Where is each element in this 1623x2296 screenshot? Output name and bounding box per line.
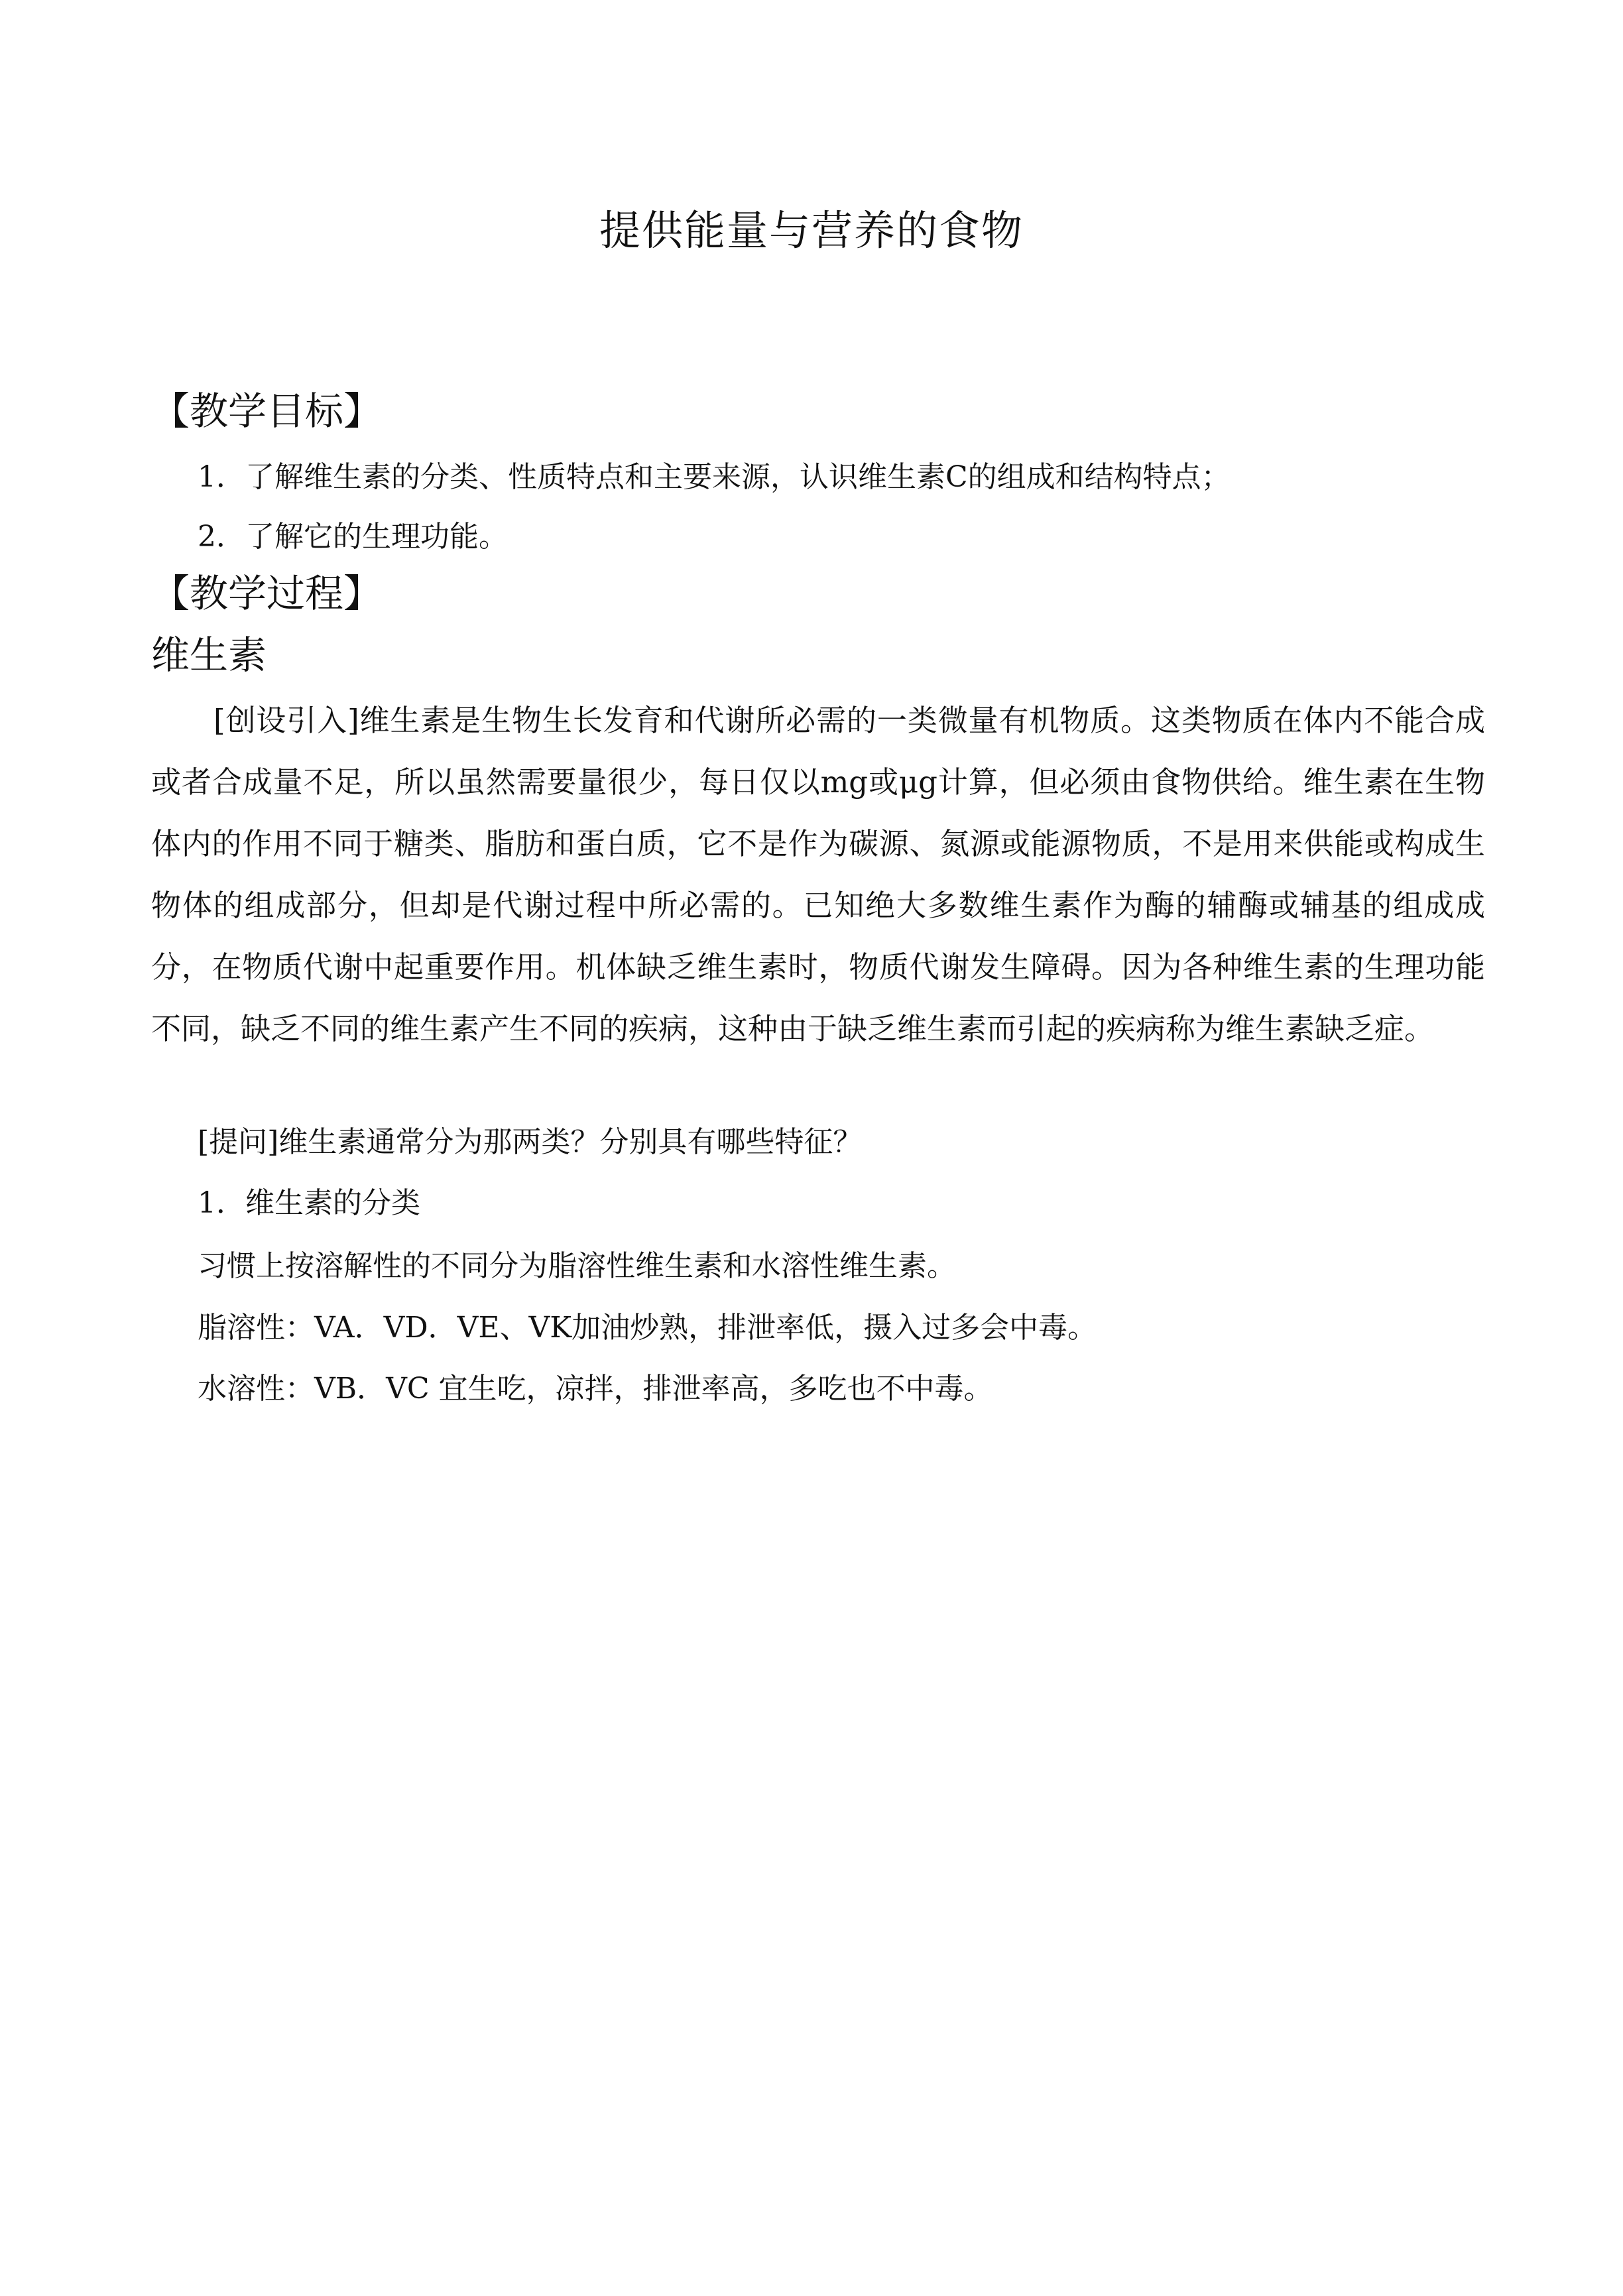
process-heading: 【教学过程】 — [151, 571, 383, 616]
fat-soluble-line: 脂溶性：VA．VD．VE、VK加油炒熟，排泄率低，摄入过多会中毒。 — [198, 1311, 1097, 1345]
objective-item-2: 2．了解它的生理功能。 — [198, 520, 508, 554]
water-soluble-line: 水溶性：VB．VC 宜生吃，凉拌，排泄率高，多吃也不中毒。 — [198, 1372, 993, 1406]
topic-heading: 维生素 — [151, 633, 267, 678]
classification-heading: 1．维生素的分类 — [198, 1186, 420, 1220]
objectives-heading: 【教学目标】 — [151, 389, 383, 434]
intro-paragraph: [创设引入]维生素是生物生长发育和代谢所必需的一类微量有机物质。这类物质在体内不能合成或者合成量不足，所以虽然需要量很少，每日仅以mg或μg计算，但必须由食物供给。维生素在生物体内的作用不同于糖类、脂肪和蛋白质，它不是作为碳源、氮源或能源物质，不是用来供能或构成生物体的组成部分，但却是代谢过程中所必需的。已知绝大多数维生素作为酶的辅酶或辅基的组成成分，在物质代谢中起重要作用。机体缺乏维生素时，物质代谢发生障碍。因为各种维生素的生理功能不同，缺乏不同的维生素产生不同的疾病，这种由于缺乏维生素而引起的疾病称为维生素缺乏症。 — [151, 703, 1485, 1046]
document-title: 提供能量与营养的食物 — [599, 206, 1024, 255]
classification-text: 习惯上按溶解性的不同分为脂溶性维生素和水溶性维生素。 — [198, 1249, 956, 1283]
objective-item-1: 1．了解维生素的分类、性质特点和主要来源，认识维生素C的组成和结构特点； — [198, 460, 1231, 494]
question-line: [提问]维生素通常分为那两类？分别具有哪些特征？ — [198, 1125, 863, 1159]
